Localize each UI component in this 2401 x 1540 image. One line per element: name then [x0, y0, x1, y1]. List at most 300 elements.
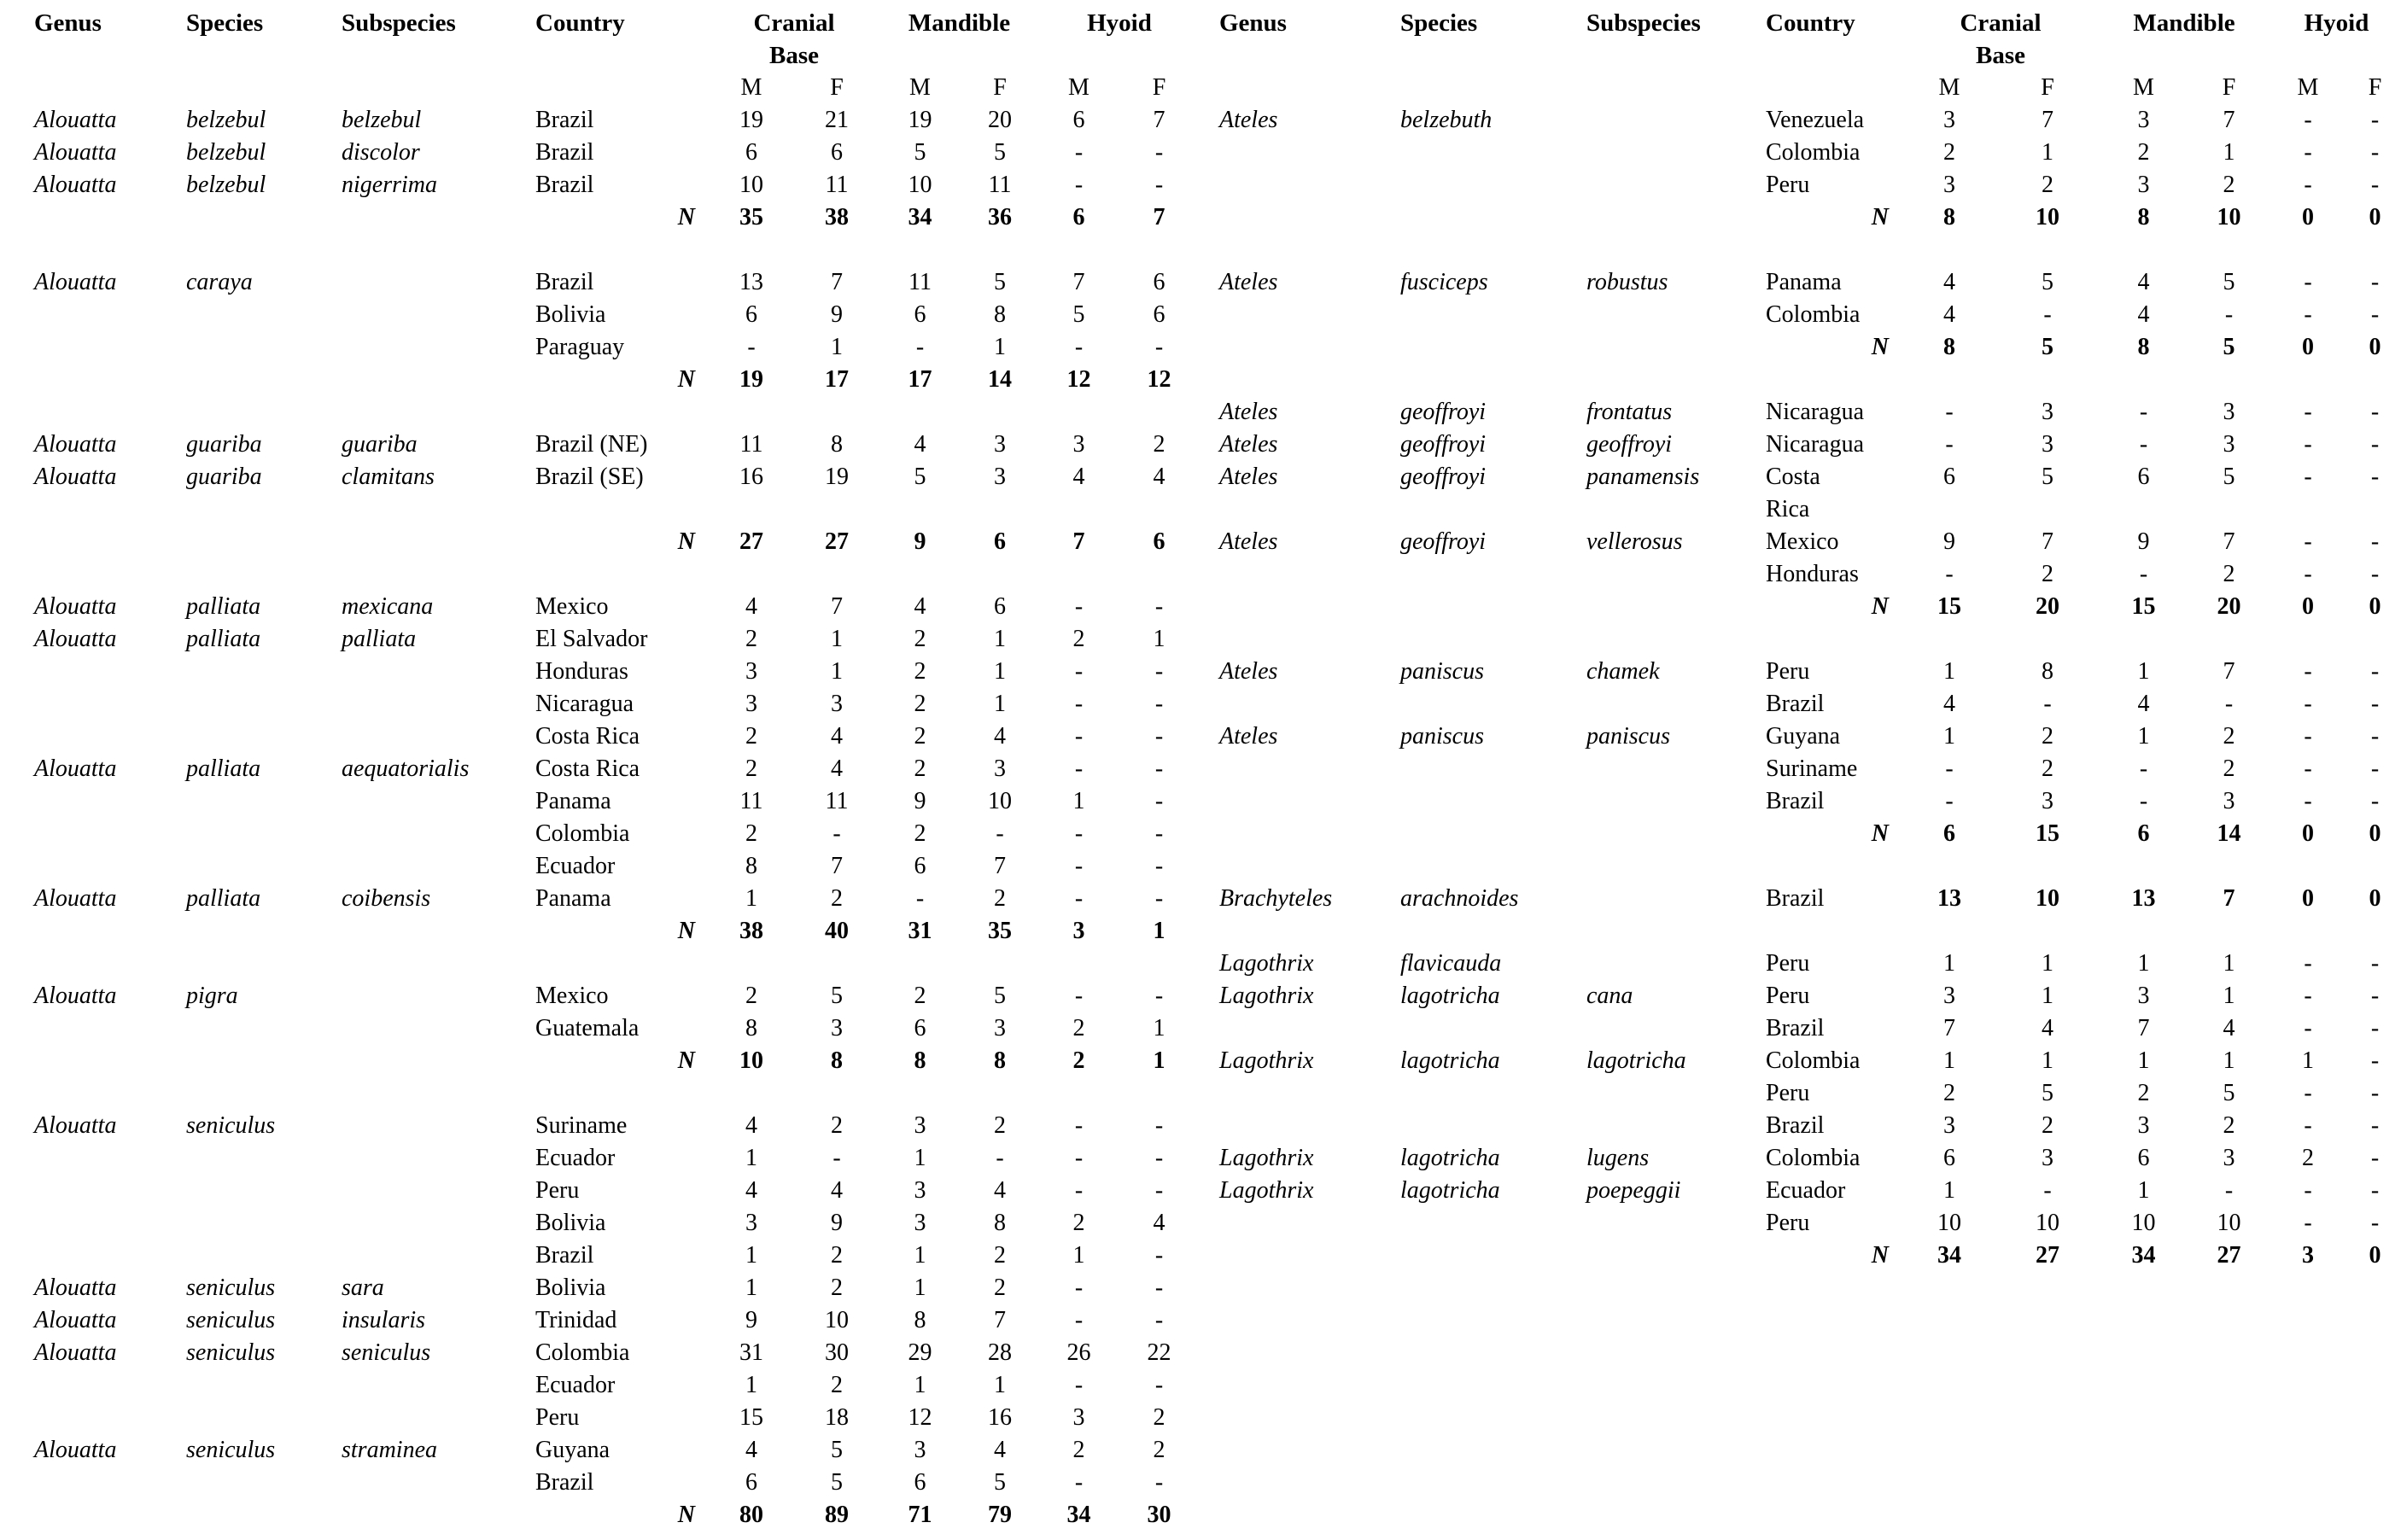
cell-value: 6 [1943, 464, 1955, 490]
cell-value: - [1074, 885, 1084, 912]
cell-value: 1 [914, 1145, 926, 1171]
cell-value: 1 [2137, 1177, 2150, 1204]
cell-value: - [1074, 723, 1084, 750]
cell-country: El Salvador [535, 626, 648, 652]
col-header-species: Species [186, 9, 264, 37]
cell-country: Trinidad [535, 1307, 617, 1333]
cell-value: 30 [1147, 1502, 1171, 1528]
cell-value: 2 [1072, 626, 1085, 652]
cell-value: 4 [745, 1437, 757, 1463]
cell-value: 2 [831, 885, 843, 912]
cell-value: 4 [2137, 269, 2150, 295]
cell-genus: Ateles [1219, 658, 1278, 685]
cell-value: 1 [1943, 1177, 1955, 1204]
cell-value: - [2224, 691, 2234, 717]
cell-value: 6 [1153, 301, 1165, 328]
cell-value: 3 [914, 1112, 926, 1139]
cell-genus: Lagothrix [1219, 983, 1314, 1009]
cell-value: - [1074, 334, 1084, 360]
cell-value: - [2370, 723, 2380, 750]
cell-value: 2 [745, 755, 757, 782]
cell-species: seniculus [186, 1307, 276, 1333]
cell-value: 6 [2137, 820, 2150, 847]
cell-value: 27 [2217, 1242, 2241, 1269]
cell-value: 3 [1943, 1112, 1955, 1139]
cell-country: Peru [1766, 1210, 1810, 1236]
cell-value: 7 [994, 1307, 1006, 1333]
cell-genus: Lagothrix [1219, 1145, 1314, 1171]
cell-value: 19 [739, 366, 763, 393]
cell-value: - [2370, 301, 2380, 328]
cell-subspecies: seniculus [342, 1339, 431, 1366]
cell-species: palliata [186, 885, 261, 912]
cell-value: 7 [1072, 528, 1085, 555]
cell-value: 2 [914, 691, 926, 717]
cell-country: Ecuador [535, 853, 616, 879]
cell-value: 2 [1153, 1437, 1165, 1463]
cell-value: - [1074, 691, 1084, 717]
cell-species: flavicauda [1400, 950, 1502, 977]
cell-value: - [2139, 561, 2148, 587]
cell-genus: Alouatta [34, 1275, 117, 1301]
cell-value: 1 [2223, 139, 2235, 166]
cell-country: Panama [1766, 269, 1842, 295]
cell-value: 5 [831, 983, 843, 1009]
cell-value: 2 [994, 1242, 1006, 1269]
cell-value: - [1154, 139, 1164, 166]
cell-value: - [2370, 691, 2380, 717]
cell-value: - [1154, 788, 1164, 814]
cell-value: 1 [914, 1372, 926, 1398]
cell-species: guariba [186, 464, 262, 490]
cell-value: 7 [994, 853, 1006, 879]
cell-value: 2 [994, 885, 1006, 912]
cell-country: Colombia [1766, 301, 1861, 328]
cell-subspecies: palliata [342, 626, 417, 652]
cell-value: 2 [831, 1275, 843, 1301]
cell-country: Brazil [1766, 1015, 1825, 1041]
cell-value: 13 [739, 269, 763, 295]
cell-value: - [1154, 1469, 1164, 1496]
cell-value: - [1074, 1372, 1084, 1398]
cell-species: geoffroyi [1400, 464, 1487, 490]
cell-value: - [2304, 788, 2312, 814]
cell-value: 6 [745, 1469, 757, 1496]
cell-value: - [2304, 1112, 2312, 1139]
cell-value: - [2304, 301, 2312, 328]
cell-value: 2 [2223, 755, 2235, 782]
cell-country: Peru [535, 1404, 580, 1431]
cell-value: 17 [908, 366, 932, 393]
cell-value: 1 [1943, 658, 1955, 685]
col-header-hyoid: Hyoid [1087, 9, 1152, 37]
cell-value: 22 [1147, 1339, 1171, 1366]
cell-value: 3 [2137, 107, 2150, 133]
cell-value: - [2370, 172, 2380, 198]
cell-value: 0 [2302, 885, 2314, 912]
cell-species: paniscus [1400, 658, 1484, 685]
cell-value: 3 [994, 755, 1006, 782]
cell-value: - [2370, 1177, 2380, 1204]
cell-value: 80 [739, 1502, 763, 1528]
cell-value: 3 [2223, 399, 2235, 425]
cell-value: - [2370, 983, 2380, 1009]
cell-country: Mexico [1766, 528, 1839, 555]
cell-value: - [1074, 658, 1084, 685]
cell-value: 7 [2223, 528, 2235, 555]
cell-value: 14 [2217, 820, 2241, 847]
total-n-label: N [677, 528, 695, 555]
cell-value: - [1154, 1177, 1164, 1204]
cell-value: 2 [914, 723, 926, 750]
cell-value: 2 [2137, 139, 2150, 166]
cell-genus: Alouatta [34, 1307, 117, 1333]
cell-value: 1 [1153, 918, 1165, 944]
cell-value: - [2370, 399, 2380, 425]
col-header-male: M [2297, 74, 2319, 101]
cell-value: 7 [1153, 204, 1165, 230]
cell-value: - [2370, 464, 2380, 490]
col-header-cranial-base-line2: Base [1976, 42, 2025, 69]
cell-value: 3 [914, 1177, 926, 1204]
cell-species: fusciceps [1400, 269, 1488, 295]
cell-subspecies: discolor [342, 139, 420, 166]
cell-value: 19 [825, 464, 849, 490]
cell-value: 5 [914, 139, 926, 166]
cell-value: 4 [745, 1177, 757, 1204]
cell-value: 3 [1943, 983, 1955, 1009]
cell-value: - [1154, 1372, 1164, 1398]
cell-country: Nicaragua [1766, 399, 1865, 425]
cell-value: 4 [914, 431, 926, 458]
cell-value: 4 [831, 1177, 843, 1204]
cell-value: 1 [1072, 1242, 1085, 1269]
cell-value: 2 [2042, 172, 2053, 198]
col-header-cranial-base-line2: Base [769, 42, 819, 69]
cell-country: Colombia [1766, 1145, 1861, 1171]
cell-subspecies: aequatorialis [342, 755, 470, 782]
cell-value: 3 [2042, 788, 2053, 814]
cell-value: 20 [2036, 593, 2059, 620]
cell-country: Peru [1766, 1080, 1810, 1106]
cell-species: geoffroyi [1400, 528, 1487, 555]
cell-value: 2 [914, 755, 926, 782]
cell-value: 89 [825, 1502, 849, 1528]
cell-value: - [1074, 853, 1084, 879]
cell-value: 1 [1153, 626, 1165, 652]
cell-subspecies: lagotricha [1586, 1047, 1686, 1074]
cell-value: 4 [994, 1177, 1006, 1204]
cell-value: 7 [831, 269, 843, 295]
cell-value: 27 [739, 528, 763, 555]
cell-genus: Alouatta [34, 885, 117, 912]
cell-country: Bolivia [535, 1210, 606, 1236]
cell-value: 0 [2302, 334, 2314, 360]
col-header-male: M [1938, 74, 1960, 101]
cell-country: Honduras [535, 658, 628, 685]
cell-value: 2 [745, 820, 757, 847]
cell-country: Colombia [1766, 139, 1861, 166]
cell-value: 7 [1153, 107, 1165, 133]
cell-value: - [2370, 139, 2380, 166]
cell-value: 8 [1943, 204, 1955, 230]
cell-value: 34 [1937, 1242, 1961, 1269]
cell-country: Bolivia [535, 301, 606, 328]
cell-species: lagotricha [1400, 1047, 1500, 1074]
col-header-female: F [2368, 74, 2382, 101]
cell-value: 2 [2223, 723, 2235, 750]
cell-value: 6 [745, 301, 757, 328]
cell-genus: Alouatta [34, 626, 117, 652]
cell-value: 11 [739, 788, 763, 814]
cell-value: 3 [914, 1437, 926, 1463]
cell-value: 1 [831, 626, 843, 652]
cell-species: lagotricha [1400, 1177, 1500, 1204]
cell-species: palliata [186, 755, 261, 782]
cell-species: geoffroyi [1400, 399, 1487, 425]
cell-value: 0 [2302, 204, 2314, 230]
cell-country: Peru [1766, 658, 1810, 685]
cell-value: 40 [825, 918, 849, 944]
cell-country: Costa Rica [535, 723, 640, 750]
total-n-label: N [1871, 334, 1889, 360]
cell-species: palliata [186, 626, 261, 652]
cell-value: 0 [2302, 820, 2314, 847]
cell-value: 4 [994, 1437, 1006, 1463]
cell-value: 10 [908, 172, 932, 198]
cell-value: 11 [825, 172, 849, 198]
cell-genus: Ateles [1219, 269, 1278, 295]
cell-country: Bolivia [535, 1275, 606, 1301]
cell-value: 3 [2223, 431, 2235, 458]
cell-country: Brazil [535, 1242, 594, 1269]
cell-value: - [1154, 723, 1164, 750]
cell-value: 4 [1943, 269, 1955, 295]
cell-species: palliata [186, 593, 261, 620]
cell-value: 1 [2137, 723, 2150, 750]
cell-value: 3 [2223, 788, 2235, 814]
cell-value: 3 [745, 1210, 757, 1236]
cell-genus: Brachyteles [1219, 885, 1333, 912]
cell-species: seniculus [186, 1275, 276, 1301]
cell-value: 1 [1153, 1015, 1165, 1041]
cell-value: 1 [994, 626, 1006, 652]
cell-value: - [1154, 1275, 1164, 1301]
cell-value: - [2370, 107, 2380, 133]
cell-country: Panama [535, 885, 611, 912]
cell-value: 1 [2223, 983, 2235, 1009]
cell-value: - [2304, 1177, 2312, 1204]
cell-value: - [2139, 755, 2148, 782]
cell-value: 9 [831, 301, 843, 328]
cell-value: 3 [2042, 399, 2053, 425]
cell-value: 1 [1943, 723, 1955, 750]
cell-value: 14 [988, 366, 1012, 393]
col-header-hyoid: Hyoid [2304, 9, 2369, 37]
cell-value: 10 [2036, 204, 2059, 230]
col-header-female: F [2041, 74, 2054, 101]
cell-country: Suriname [1766, 755, 1858, 782]
cell-value: 38 [739, 918, 763, 944]
cell-value: 2 [2223, 172, 2235, 198]
col-header-subspecies: Subspecies [342, 9, 456, 37]
cell-country: Ecuador [1766, 1177, 1846, 1204]
cell-value: 11 [988, 172, 1012, 198]
cell-value: 4 [914, 593, 926, 620]
cell-species: seniculus [186, 1339, 276, 1366]
cell-value: 10 [739, 172, 763, 198]
cell-value: 2 [2042, 755, 2053, 782]
cell-value: 9 [1943, 528, 1955, 555]
total-n-label: N [1871, 820, 1889, 847]
cell-genus: Lagothrix [1219, 1047, 1314, 1074]
cell-value: - [2370, 1145, 2380, 1171]
total-n-label: N [1871, 204, 1889, 230]
cell-value: 6 [914, 1015, 926, 1041]
cell-value: - [996, 1145, 1004, 1171]
cell-value: 2 [745, 723, 757, 750]
cell-country: Colombia [535, 820, 630, 847]
cell-value: - [1154, 593, 1164, 620]
cell-value: 30 [825, 1339, 849, 1366]
cell-country: Brazil (NE) [535, 431, 648, 458]
cell-value: - [1154, 658, 1164, 685]
cell-value: 8 [745, 853, 757, 879]
cell-value: 8 [2137, 334, 2150, 360]
cell-country: Peru [1766, 983, 1810, 1009]
cell-value: - [2370, 755, 2380, 782]
cell-value: - [1074, 983, 1084, 1009]
cell-value: - [2304, 723, 2312, 750]
cell-genus: Alouatta [34, 983, 117, 1009]
cell-value: - [1154, 755, 1164, 782]
cell-value: 8 [2042, 658, 2053, 685]
cell-value: 3 [2137, 172, 2150, 198]
cell-value: - [2043, 1177, 2052, 1204]
cell-value: 1 [994, 1372, 1006, 1398]
cell-value: 1 [2042, 983, 2053, 1009]
cell-value: - [1154, 853, 1164, 879]
cell-value: 3 [1072, 918, 1085, 944]
cell-value: - [996, 820, 1004, 847]
cell-country: Guatemala [535, 1015, 640, 1041]
cell-value: 5 [2223, 1080, 2235, 1106]
cell-value: - [1074, 1145, 1084, 1171]
cell-value: 1 [2042, 950, 2053, 977]
cell-value: 8 [745, 1015, 757, 1041]
cell-value: 2 [1072, 1437, 1085, 1463]
cell-value: 1 [994, 658, 1006, 685]
cell-value: - [2043, 691, 2052, 717]
cell-genus: Alouatta [34, 593, 117, 620]
cell-genus: Ateles [1219, 464, 1278, 490]
cell-country: Mexico [535, 593, 609, 620]
cell-species: guariba [186, 431, 262, 458]
cell-genus: Alouatta [34, 1437, 117, 1463]
col-header-country: Country [1766, 9, 1855, 37]
cell-value: - [1945, 755, 1954, 782]
cell-value: 1 [914, 1242, 926, 1269]
cell-value: - [1154, 1242, 1164, 1269]
cell-value: - [2304, 755, 2312, 782]
cell-value: - [2304, 983, 2312, 1009]
cell-value: 7 [1072, 269, 1085, 295]
cell-value: 3 [2042, 431, 2053, 458]
cell-value: 8 [831, 1047, 843, 1074]
cell-subspecies: clamitans [342, 464, 435, 490]
cell-value: 34 [1066, 1502, 1091, 1528]
cell-value: 1 [2223, 950, 2235, 977]
cell-value: 19 [908, 107, 932, 133]
cell-value: - [1074, 1275, 1084, 1301]
cell-value: 27 [2036, 1242, 2059, 1269]
cell-country: Brazil [1766, 788, 1825, 814]
cell-species: caraya [186, 269, 253, 295]
cell-value: 6 [994, 593, 1006, 620]
cell-value: 0 [2369, 820, 2381, 847]
col-header-female: F [830, 74, 844, 101]
cell-value: 3 [2042, 1145, 2053, 1171]
cell-country: Ecuador [535, 1372, 616, 1398]
cell-value: 16 [739, 464, 763, 490]
cell-genus: Ateles [1219, 431, 1278, 458]
cell-value: 4 [2042, 1015, 2053, 1041]
cell-value: - [2139, 431, 2148, 458]
cell-value: - [1945, 561, 1954, 587]
cell-value: 2 [1072, 1047, 1085, 1074]
cell-value: 1 [1072, 788, 1085, 814]
cell-value: - [1074, 820, 1084, 847]
cell-value: 26 [1066, 1339, 1091, 1366]
cell-subspecies: cana [1586, 983, 1633, 1009]
cell-species: lagotricha [1400, 983, 1500, 1009]
col-header-male: M [1068, 74, 1090, 101]
cell-value: 3 [1072, 1404, 1085, 1431]
cell-value: 4 [1153, 464, 1165, 490]
cell-country: Brazil (SE) [535, 464, 644, 490]
cell-country: Costa Rica [535, 755, 640, 782]
cell-value: 4 [831, 723, 843, 750]
cell-value: 4 [1943, 301, 1955, 328]
cell-value: 4 [994, 723, 1006, 750]
cell-genus: Ateles [1219, 107, 1278, 133]
cell-value: 35 [988, 918, 1012, 944]
cell-value: 10 [2036, 885, 2059, 912]
col-header-female: F [1152, 74, 1166, 101]
cell-country: Mexico [535, 983, 609, 1009]
cell-value: 5 [2042, 1080, 2053, 1106]
cell-genus: Alouatta [34, 269, 117, 295]
cell-value: 2 [994, 1275, 1006, 1301]
cell-subspecies: nigerrima [342, 172, 437, 198]
cell-value: - [2304, 139, 2312, 166]
cell-value: 2 [1153, 431, 1165, 458]
cell-value: - [832, 1145, 841, 1171]
cell-value: 10 [825, 1307, 849, 1333]
cell-value: 34 [2131, 1242, 2156, 1269]
cell-value: - [1154, 885, 1164, 912]
cell-country: Brazil [535, 139, 594, 166]
cell-species: geoffroyi [1400, 431, 1487, 458]
cell-country: Honduras [1766, 561, 1859, 587]
cell-value: 6 [1943, 820, 1955, 847]
cell-country: Panama [535, 788, 611, 814]
cell-value: 36 [988, 204, 1012, 230]
col-header-cranial-base: Cranial [753, 9, 835, 37]
cell-country: Guyana [535, 1437, 610, 1463]
cell-value: 5 [831, 1469, 843, 1496]
cell-subspecies: panamensis [1586, 464, 1700, 490]
